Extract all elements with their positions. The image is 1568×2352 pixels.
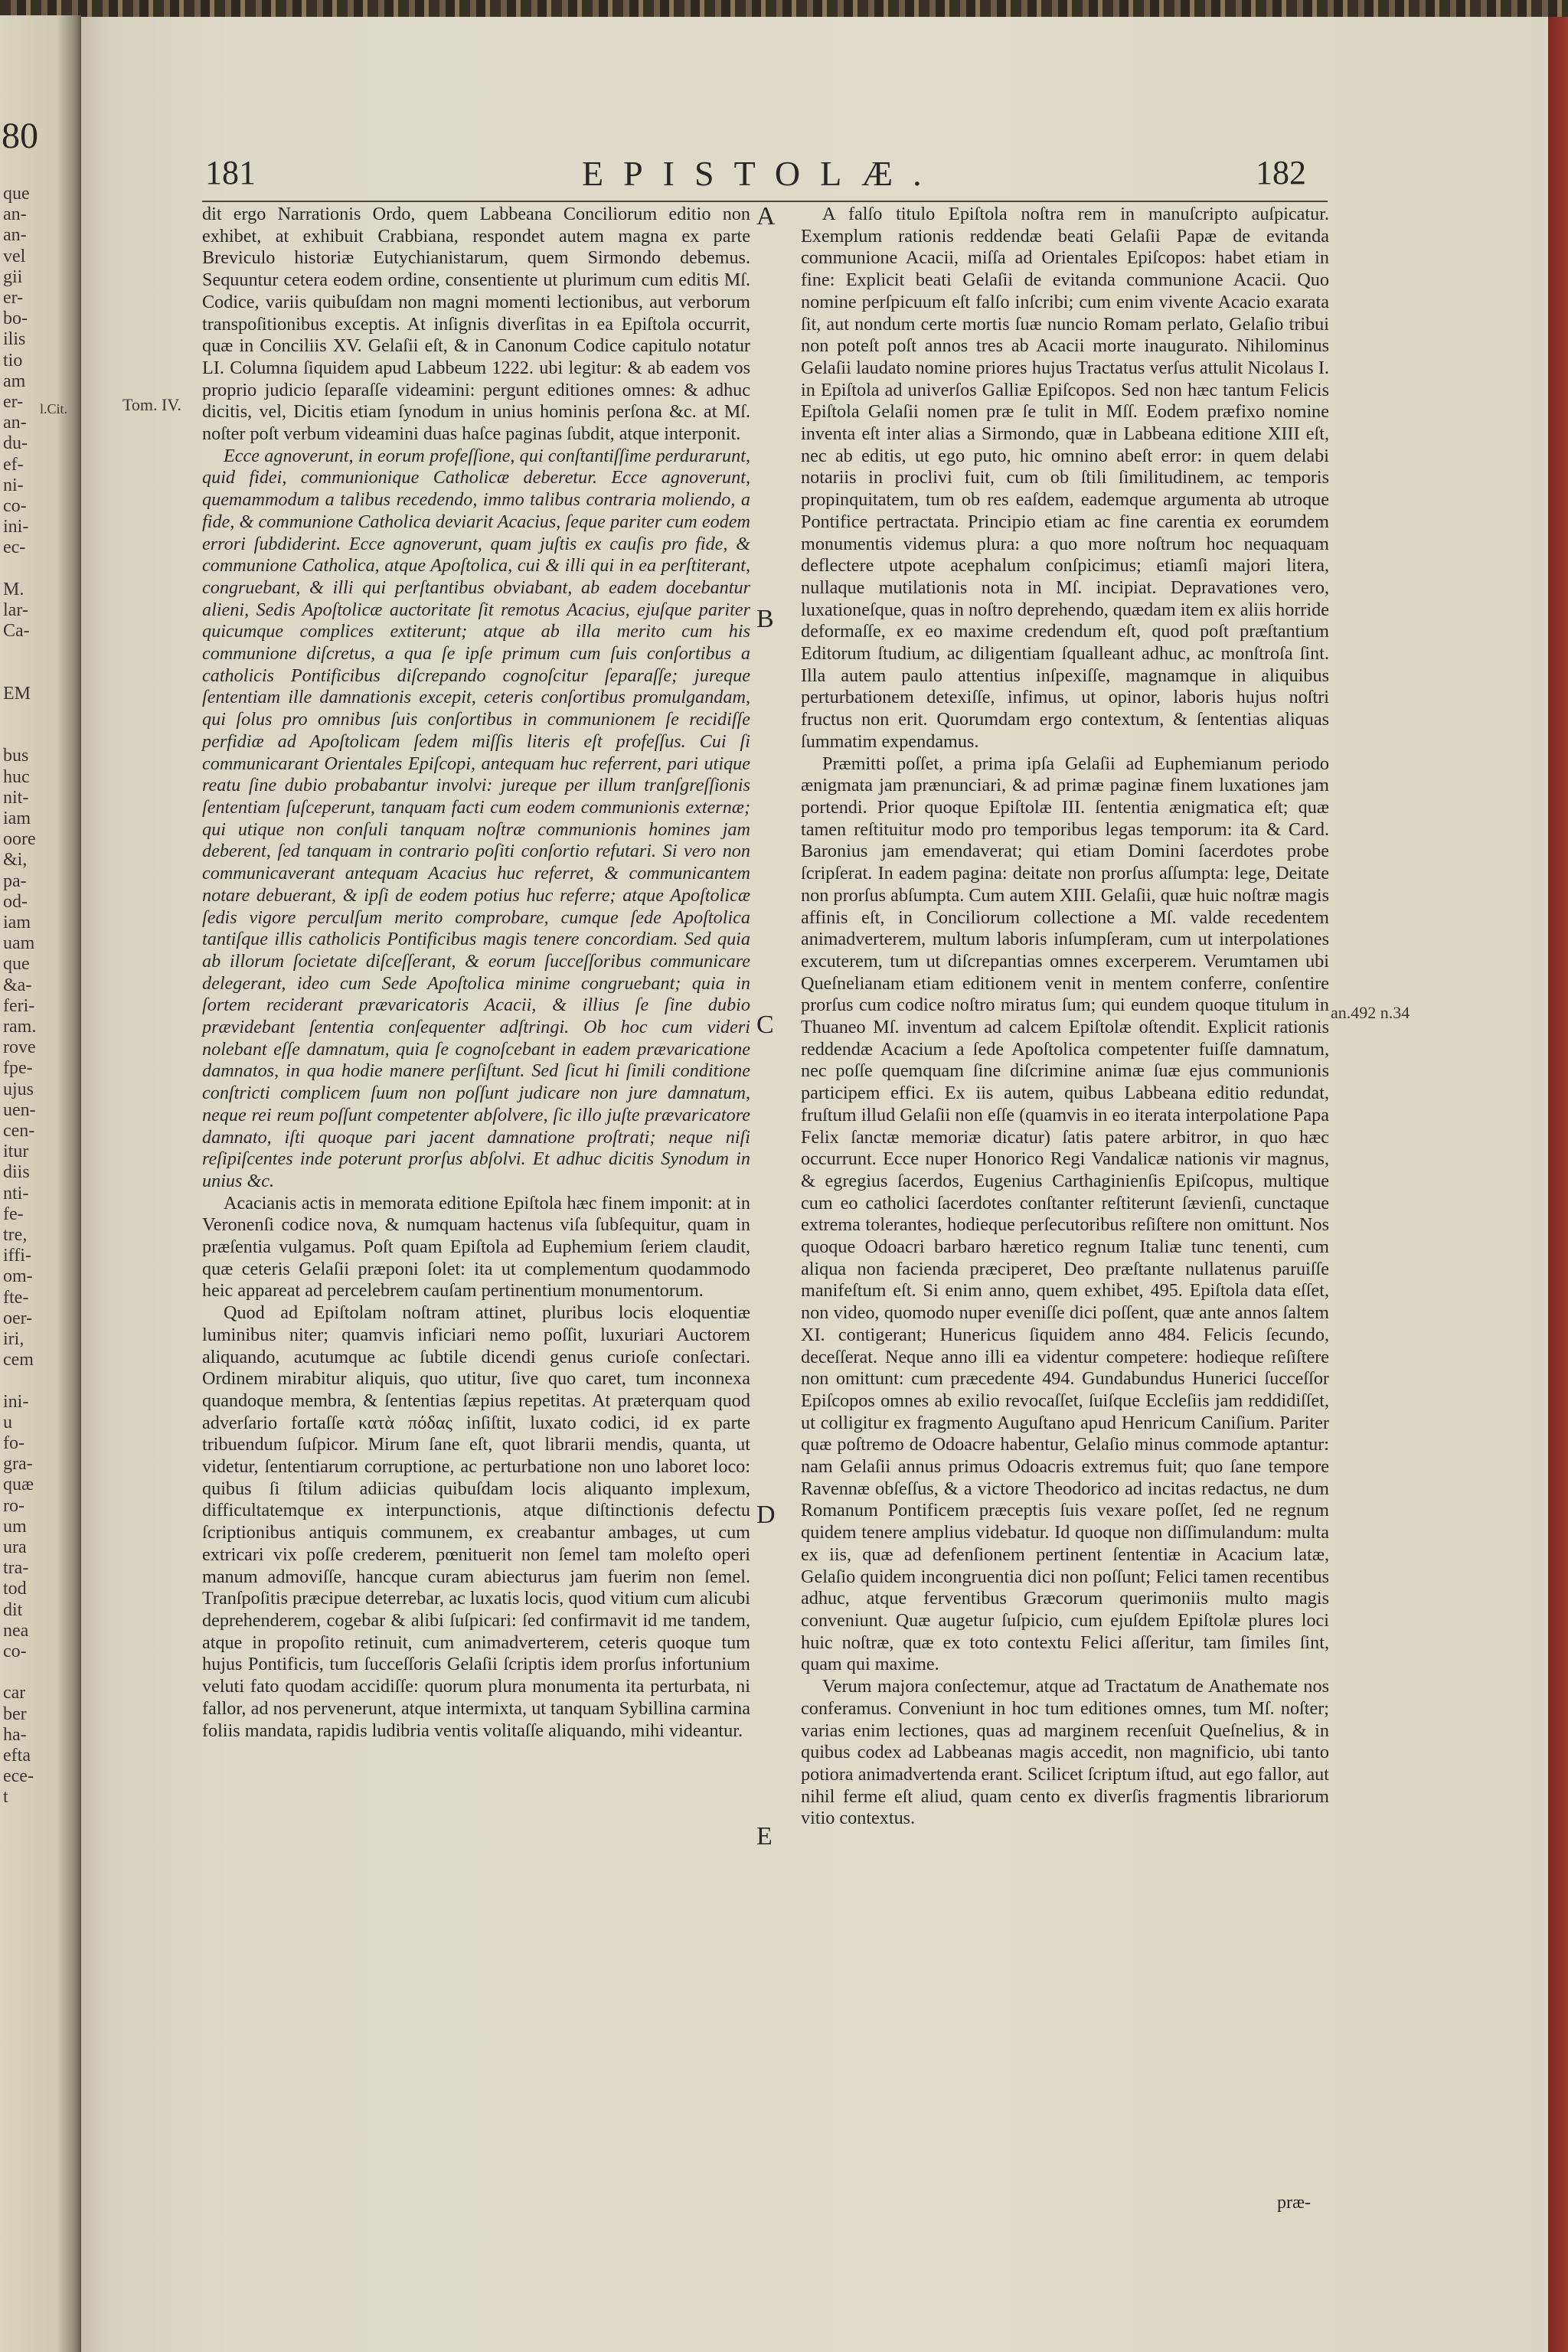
left-fragment-line: uam: [3, 933, 35, 954]
margin-note-year: an.492 n.34: [1331, 1003, 1410, 1022]
right-paragraph-2: Præmitti poſſet, a prima ipſa Gelaſii ad Euphemianum periodo ænigmata jam prænunciari, & ad primæ paginæ finem luxationes jam portendi. Prior quoque Epiſtolæ III. ſententia ænigmatica eſt; quæ tamen reſtituitur modo pro temporibus legas temporum: ita & Card. Baronius jam emendaverat; qui etiam Domini ſacerdotes probe ſcripſerat. In eadem pagina: deitate non prorſus aſſumpta: lege, Deitate non prorſus abſumpta. Cum autem XIII. Gelaſii, quæ huic noſtræ magis affinis eſt, in Conciliorum collectione a Mſ. valde recedentem animadverterem, multum laboris inſumpſeram, cum ut interpolationes excuterem, tum ut diſcrepantias omnes excerperem. Verumtamen ubi Queſnelianam etiam editionem venit in mentem conferre, conſentire prorſus cum codice noſtro miratus ſum; qui eundem quoque titulum in Thuaneo Mſ. inventum ad calcem Epiſtolæ oſtendit. Explicit rationis reddendæ Acacium a ſede Apoſtolica competenter fuiſſe damnatum, nec poſſe quemquam ſine diſcrimine animæ ſuæ ejus communionis participem effici. Ex iis autem, quibus Labbeana editio redundat, fruſtum illud Gelaſii non eſſe (quamvis in eo iterata interpolatione Papa Felix ſanctæ memoriæ dicatur) ſatis patere arbitror, in quo hæc occurrunt. Ecce nuper Honorico Regi Vandalicæ nationis vir magnus, & egregius ſacerdos, Eugenius Carthaginienſis Epiſcopus, multique cum eo catholici ſacerdotes conſtanter reſtiterunt ſævienſi, cunctaque extrema tolerantes, hodieque perſecutoribus reſiſtere non omittunt. Nos quoque Odoacri barbaro hæretico regnum Italiæ tunc tenenti, cum aliqua non facienda præciperet, Deo præſtante nullatenus paruiſſe manifeſtum eſt. Si enim anno, quem exhibet, 495. Epiſtola data eſſet, non video, quomodo nuper eveniſſe dici poſſent, quæ ante annos ſaltem XI. contigerant; Hunericus ſiquidem anno 484. Felicis ſecundo, deceſſerat. Neque anno illi ea videntur competere: hodieque reſiſtere non omittunt: cum præcedente 494. Gundabundus Hunerici ſucceſſor Epiſcopos omnes ab exilio revocaſſet, ſuiſque Eccleſiis jam reddidiſſet, ut colligitur ex fragmento Auguſtano apud Henricum Caniſium. Pariter quæ poſtremo de Odoacre habentur, Gelaſio minus commode aptantur: nam Gelaſii annus primus Odoacris extremus fuit; quo ſane tempore Ravennæ obſeſſus, & a victore Theodorico ad incitas redactus, ne dum Romanum Pontificem præceptis ſuis vexare poſſet, ſed ne regnum quidem tenere amplius videbatur. Id quoque non diſſimulandum: multa ex iis, quæ ad defenſionem pertinent ſententiæ in Acacium latæ, Gelaſio quidem incongruentia dici non poſſunt; Felici tamen recentibus adhuc, atque ferventibus Græcorum querimoniis multo magis conveniunt. Quæ augetur ſuſpicio, cum ejuſdem Epiſtolæ plures loci huic noſtræ, quæ ex toto contextu Felici aſſeritur, tam ſimiles ſint, quam qui maxime.: [801, 753, 1329, 1675]
left-paragraph-2-quotation: Ecce agnoverunt, in eorum profeſſione, qui conſtantiſſime perdurarunt, quid fidei, communionique Catholicæ deberetur. Ecce agnoverunt, quemammodum a talibus recedendo, immo talibus contraria moliendo, a fide, & communione Catholica deviarit Acacius, ſeque pariter cum eodem errori ſubdiderint. Ecce agnoverunt, quam juſtis ex cauſis pro fide, & communione Catholica, atque Apoſtolica, cui & illi qui in ea perſtiterant, congruebant, & illi qui perſtantibus obviabant, ab eadem docebantur alieni, Sedis Apoſtolicæ auctoritate ſit remotus Acacius, ejuſque pariter quicumque complices extiterunt; atque ab illa merito cum his communione diſcretus, a qua ſe ipſe primum cum ſuis conſortibus a catholicis Pontificibus diſcrepando cognoſcitur ſeparaſſe; jureque ſententiam ille damnationis excepit, ceteris conſortibus promulgandam, qui ſolus pro omnibus ſuis conſortibus in communionem ſe recidiſſe perfidiæ ad Apoſtolicam ſedem miſſis literis eſt profeſſus. Cui ſi communicarant Orientales Epiſcopi, antequam huc referrent, pari utique reatu ſine dubio probabantur involvi: jureque per illum tranſgreſſionis ſententiam ſuſceperunt, tanquam facti cum eodem communionis externæ; qui utique non conſuli tanquam noſtræ communionis homines jam deberent, ſed tanquam in contrario poſiti conſortio refutari. Si vero non communicaverant antequam Acacius huc referret, & communicantem notare debuerant, & ipſi de eodem potius huc referre; atque Apoſtolicæ ſedis vigore perculſum merito comprobare, cumque ſede Apoſtolica tantiſque illis catholicis Pontificibus magis tenere concordiam. Sed quia ab illorum ſocietate diſceſſerant, & eorum ſucceſſoribus communicare delegerant, ideo cum Sede Apoſtolica minime congruebant; quia in ſortem reciderant prævaricatoris Acacii, & illius ſe ſine dubio prævidebant ſententia conſequenter adſtringi. Ob hoc cum videri nolebant eſſe damnatum, quia ſe cognoſcebant in eadem prævaricatione damnatos, in qua hodie manere perſiſtunt. Sed ſicut hi ſimili conditione conſtricti complicem ſuum non poſſunt judicare non jure damnatum, neque rei reum poſſunt competenter abſolvere, ſic illo juſte prævaricatore damnato, iſti quoque pari jacent damnatione proſtrati; neque niſi reſipiſcentes inde poterunt prorſus abſolvi. Et adhuc dicitis Synodum in unius &c.: [202, 445, 750, 1191]
left-fragment-line: ef-: [3, 454, 24, 475]
left-fragment-line: ro-: [3, 1495, 24, 1516]
left-fragment-line: que: [3, 184, 30, 204]
left-fragment-line: nti-: [3, 1183, 29, 1204]
left-fragment-line: huc: [3, 766, 30, 787]
left-fragment-line: iffi-: [3, 1246, 31, 1266]
right-paragraph-1: A falſo titulo Epiſtola noſtra rem in manuſcripto auſpicatur. Exemplum rationis reddendæ beati Gelaſii Papæ de evitanda communione Acacii, miſſa ad Orientales Epiſcopos: habet etiam in fine: Explicit beati Gelaſii de evitanda communione Acacii. Quo nomine perſpicuum eſt falſo inſcribi; cum enim vivente Acacio exarata ſit, aut nondum certe mortis ſuæ nuncio Romam perlato, Gelaſio tribui non poteſt poſt annos tres ab Acacii morte inaugurato. Nihilominus Gelaſii laudato nomine priores hujus Tractatus verſus attulit Nicolaus I. in Epiſtola ad univerſos Galliæ Epiſcopos. Sed non hæc tantum Felicis Epiſtola Gelaſii nomen præ ſe tulit in Mſſ. Eodem præfixo nomine inventa eſt inter alias a Sirmondo, quæ in Labbeana editione XIII eſt, nec ab editis, ut ego puto, hic omnino abeſt error: in quem delabi notariis in proclivi fuit, cum ob ſtili ſimilitudinem, ac temporis propinquitatem, tum ob res eaſdem, eademque argumenta ab utroque Pontifice pertractata. Principio etiam ac fine carentia ex eorumdem monumentis videmus plura: a quo more noſtrum hoc nequaquam deflectere utpote acephalum conſpicimus; etiamſi majori litera, nullaque mutilationis nota in Mſ. incipiat. Depravationes vero, luxationeſque, quas in noſtro deprehendo, quædam item ex aliis horride deformaſſe, ex eo maxime credendum eſt, quod poſt præſtantium Editorum ſtudium, ac diligentiam ſqualleant adhuc, ac monſtroſa ſint. Illa autem paulo attentius inſpexiſſe, magnamque in aliquibus perturbationem detexiſſe, infimus, ut opinor, laboris hujus noſtri fructus non erit. Quorumdam ergo contextum, & ſententias aliquas ſummatim expendamus.: [801, 204, 1329, 752]
left-fragment-line: cem: [3, 1350, 34, 1370]
red-edge: [1548, 17, 1568, 2352]
left-fragment-line: diis: [3, 1162, 30, 1183]
left-fragment-line: er-: [3, 392, 24, 412]
left-fragment-line: u: [3, 1412, 12, 1432]
left-fragment-line: tre,: [3, 1225, 28, 1245]
left-fragment-line: od-: [3, 891, 28, 912]
left-fragment-line: an-: [3, 225, 27, 246]
left-fragment-line: ini-: [3, 517, 29, 537]
left-fragment-line: um: [3, 1516, 27, 1537]
left-paragraph-1: dit ergo Narrationis Ordo, quem Labbeana Conciliorum editio non exhibet, at exhibuit Crabbiana, respondet autem magna ex parte Breviculo historiæ Eutychianistarum, quem Sirmondo debemus. Sequuntur cetera eodem ordine, consentiente ut plurimum cum editis Mſ. Codice, variis quibuſdam non magni momenti lectionibus, aut verborum transpoſitionibus exceptis. At inſignis diverſitas in ea Epiſtola occurrit, quæ in Conciliis XV. Gelaſii eſt, & in Canonum Codice capitulo notatur LI. Columna ſiquidem apud Labbeum 1222. ubi legitur: & ab eadem vos proprio judicio ſeparaſſe videamini: pergunt editiones omnes: & adhuc dicitis, vel, Dicitis etiam ſynodum in unius hominis perſona &c. at Mſ. noſter poſt verbum videamini duas haſce paginas ſubdit, atque interponit.: [202, 204, 750, 445]
left-fragment-line: &a-: [3, 975, 32, 995]
left-fragment-line: nit-: [3, 787, 29, 808]
left-fragment-line: co-: [3, 1642, 27, 1661]
left-fragment-line: t: [3, 1787, 8, 1808]
left-fragment-line: car: [3, 1683, 26, 1704]
section-letter-e: E: [756, 1822, 773, 1851]
left-fragment-line: om-: [3, 1266, 33, 1287]
section-letter-a: A: [756, 202, 776, 230]
left-fragment-line: iam: [3, 808, 31, 828]
left-fragment-line: tra-: [3, 1558, 29, 1579]
left-fragment-line: ece-: [3, 1766, 34, 1787]
left-fragment-line: ni-: [3, 475, 24, 495]
left-fragment-line: rove: [3, 1037, 36, 1058]
left-text-column: [202, 204, 750, 1742]
left-fragment-line: ura: [3, 1537, 27, 1557]
left-fragment-line: &i,: [3, 850, 28, 871]
left-fragment-line: efta: [3, 1746, 31, 1766]
left-fragment-line: fe-: [3, 1204, 24, 1224]
left-paragraph-3: Acacianis actis in memorata editione Epiſtola hæc finem imponit: at in Veronenſi codice nova, & numquam hactenus viſa ſubſequitur, quam in præſentia vulgamus. Poſt quam Epiſtola ad Euphemium ſeriem claudit, quæ ceteris Gelaſii præponi ſolet: ita ut complementum quodammodo heic appareat ad percelebrem cauſam pertinentium monumentorum.: [202, 1192, 750, 1302]
page-number-right: 182: [1256, 154, 1306, 191]
left-fragment-line: tio: [3, 350, 23, 371]
left-fragment-line: que: [3, 954, 30, 975]
left-fragment-line: feri-: [3, 995, 35, 1016]
left-fragment-line: oore: [3, 829, 36, 850]
left-fragment-line: dit: [3, 1599, 23, 1620]
left-fragment-line: oer-: [3, 1308, 33, 1328]
left-fragment-line: ilis: [3, 329, 26, 350]
left-fragment-line: gii: [3, 266, 23, 287]
left-fragment-line: lar-: [3, 600, 28, 620]
left-fragment-line: fpe-: [3, 1058, 33, 1079]
left-fragment-line: vel: [3, 246, 26, 266]
left-fragment-line: cen-: [3, 1121, 35, 1141]
left-fragment-line: M.: [3, 579, 24, 599]
left-fragment-line: ber: [3, 1704, 27, 1724]
left-fragment-line: ha-: [3, 1724, 27, 1745]
margin-note-lcit: l.Cit.: [40, 401, 68, 416]
left-fragment-line: an-: [3, 204, 27, 225]
left-fragment-line: du-: [3, 433, 28, 454]
left-page-fragment: [0, 15, 81, 2352]
left-fragment-line: am: [3, 371, 26, 391]
left-fragment-line: EM: [3, 683, 31, 704]
section-letter-d: D: [756, 1501, 776, 1529]
right-paragraph-3: Verum majora conſectemur, atque ad Tractatum de Anathemate nos conferamus. Conveniunt in hoc tum editiones omnes, tum Mſ. noſter; varias enim lectiones, quas ad marginem recenſuit Queſnelius, & in quibus codex ad Labbeanas magis accedit, non magnificio, ubi tanto potiora animadvertenda erant. Scilicet ſcriptum iſtud, aut ego fallor, aut nihil ferme eſt aliud, quam cento ex diverſis fragmentis librariorum vitio contextus.: [801, 1676, 1329, 1829]
left-fragment-line: ini-: [3, 1391, 29, 1412]
left-fragment-line: Ca-: [3, 621, 30, 642]
left-fragment-line: ec-: [3, 537, 26, 558]
left-fragment-line: iam: [3, 913, 31, 933]
left-fragment-line: fo-: [3, 1433, 24, 1453]
section-letter-c: C: [756, 1011, 774, 1039]
section-letter-b: B: [756, 605, 774, 633]
right-text-column: [801, 204, 1329, 1830]
margin-note-tom: Tom. IV.: [122, 395, 181, 414]
left-paragraph-4: Quod ad Epiſtolam noſtram attinet, pluribus locis eloquentiæ luminibus niter; quamvis inficiari nemo poſſit, luxuriari Auctorem aliquando, acutumque ac ſubtile dicendi genus curioſe conſectari. Ordinem mirabitur aliquis, quo utitur, ſive quo caret, tum inconnexa quandoque membra, & ſententias ſæpius repetitas. At præterquam quod adverſario fortaſſe κατὰ πόδας inſiſtit, luxato codici, id ex parte tribuendum ſuſpicor. Mirum ſane eſt, quot librarii mendis, quanta, ut videtur, ſententiarum corruptione, ac perturbatione non uno laboret loco: quibus ſi ſtilum adiicias quibuſdam locis aliquanto implexum, difficultatemque ex interpunctionis, atque diſtinctionis defectu ſcriptionibus antiquis communem, ex creabantur ambages, ut cum extricari vix poſſe crederem, pœnituerit non ſemel tam moleſto operi manum admoviſſe, hancque curam abiecturus jam fuerim non ſemel. Tranſpoſitis præcipue deterrebar, ac luxatis locis, quod vitium cum alicubi deprehenderem, cogebar & alibi ſuſpicari: ſed confirmavit id me tandem, atque in propoſito retinuit, cum animadverterem, ceteris quoque tum hujus Pontificis, tum ſucceſſoris Gelaſii ſcriptis idem prorſus infortunium veluti fato quodam accidiſſe: quorum plura monumenta ita perturbata, ni fallor, ad nos pervenerunt, atque intermixta, ut tanquam Sybillina carmina foliis mandata, rapidis ludibria ventis volitaſſe aliquando, mihi videantur.: [202, 1302, 750, 1741]
left-fragment-line: bus: [3, 746, 29, 766]
left-fragment-line: an-: [3, 413, 27, 433]
left-fragment-line: fte-: [3, 1287, 29, 1308]
left-fragment-line: uen-: [3, 1099, 36, 1120]
running-title: EPISTOLÆ.: [582, 154, 942, 193]
left-page-number: 80: [2, 116, 38, 156]
left-fragment-line: iri,: [3, 1329, 24, 1349]
left-fragment-line: pa-: [3, 871, 27, 891]
left-fragment-line: ujus: [3, 1079, 34, 1099]
left-fragment-line: er-: [3, 288, 24, 308]
left-fragment-line: itur: [3, 1142, 29, 1162]
left-fragment-line: nea: [3, 1620, 29, 1641]
left-fragment-line: gra-: [3, 1454, 33, 1475]
catchword: præ-: [1277, 2193, 1311, 2213]
page-number-left: 181: [205, 154, 256, 191]
left-fragment-line: ram.: [3, 1017, 37, 1037]
left-fragment-line: co-: [3, 496, 27, 516]
left-fragment-line: tod: [3, 1579, 27, 1599]
left-fragment-line: quæ: [3, 1475, 34, 1495]
left-fragment-line: bo-: [3, 309, 28, 329]
